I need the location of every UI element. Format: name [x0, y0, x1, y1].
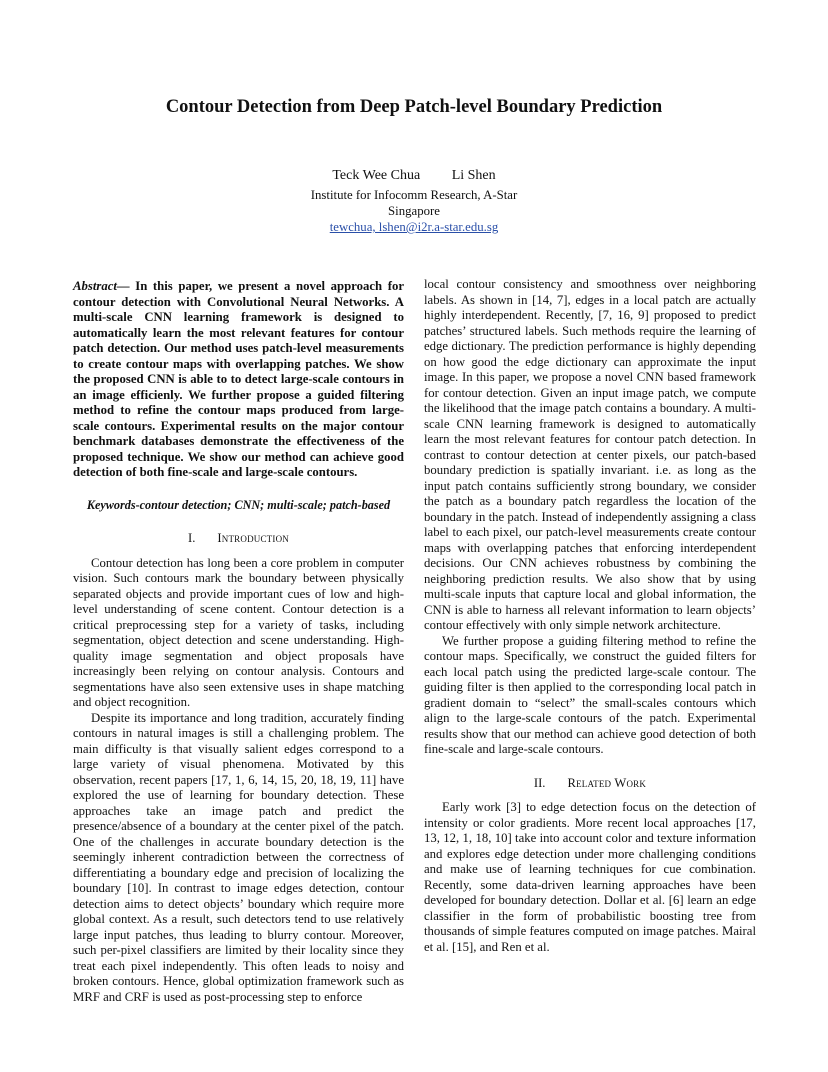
keywords: Keywords-contour detection; CNN; multi-scale; patch-based: [86, 497, 391, 512]
intro-paragraph-1: Contour detection has long been a core problem in computer vision. Such contours mark the boundary between physically separated objects and provide important cues of low and high-level understanding of scene content. Contour detection is a critical preprocessing step for a variety of tasks, including segmentation, object detection and scene understanding. High-quality image segmentation and object proposals have increasingly been relying on contour analysis. Contours and segmentations have also seen extensive uses in shape matching and object recognition.: [73, 555, 404, 709]
intro-paragraph-2: Despite its importance and long tradition, accurately finding contours in natural images is still a challenging problem. The main difficulty is that visually salient edges correspond to a large variety of visual phenomena. Motivated by this observation, recent papers [17, 1, 6, 14, 15, 20, 18, 19, 11] have explored the use of learning for boundary detection. These approaches take an image patch and predict the presence/absence of a boundary at the center pixel of the patch. One of the challenges in accurate boundary detection is the seemingly inherent contradiction between the correctness of differentiating a boundary edge and precision of localizing the boundary [10]. In contrast to image edges detection, contour detection aims to detect objects’ boundary which require more global context. As a result, such detectors tend to use relatively large input patches, thus leading to blurry contour. Moreover, such per-pixel classifiers are limited by their locality since they treat each pixel independently. This often leads to noisy and broken contours. Hence, global optimization framework such as MRF and CRF is used as post-processing step to enforce: [73, 710, 404, 1004]
right-column: [424, 277, 756, 955]
abstract-label: Abstract—: [73, 279, 130, 293]
abstract: [73, 279, 404, 481]
section-heading-related-work: [424, 776, 756, 792]
related-paragraph-1: Early work [3] to edge detection focus on the detection of intensity or color gradients. More recent local approaches [17, 13, 12, 1, 18, 10] take into account color and texture information and explores edge detection under more challenging conditions and make use of learning techniques for cue combination. Recently, some data-driven learning approaches have been developed for boundary detection. Dollar et al. [6] learn an edge classifier in the form of probabilistic boosting tree from thousands of simple features computed on image patches. Mairal et al. [15], and Ren et al.: [424, 800, 756, 954]
section-title: Related Work: [567, 775, 647, 790]
affiliation: Institute for Infocomm Research, A-Star: [310, 188, 518, 202]
section-number: I.: [188, 531, 196, 545]
section-number: II.: [533, 775, 546, 790]
author-list: [0, 168, 828, 184]
intro-paragraph-4: We further propose a guiding filtering method to refine the contour maps. Specifically, we construct the guided filters for each local patch using the predicted large-scale contour. The guiding filter is then applied to the corresponding local patch in gradient domain to “select” the small-scales contours which align to the large-scale contours of the patch. Experimental results show that our method can achieve good detection of both fine-scale and large-scale contours.: [424, 633, 756, 756]
paper-title: Contour Detection from Deep Patch-level Boundary Prediction: [165, 97, 663, 117]
author-name: Teck Wee Chua: [332, 168, 421, 183]
section-heading-introduction: [73, 531, 404, 547]
email-link[interactable]: tewchua, lshen@i2r.a-star.edu.sg: [329, 220, 499, 234]
left-column: [73, 279, 404, 1005]
section-title: Introduction: [217, 531, 289, 545]
abstract-text: In this paper, we present a novel approach for contour detection with Convolutional Neural Networks. A multi-scale CNN learning framework is designed to automatically learn the most relevant features for contour patch detection. Our method uses patch-level measurements to create contour maps with overlapping patches. We show the proposed CNN is able to to detect large-scale contours in an image efficienly. We further propose a guided filtering method to refine the contour maps produced from large-scale contours. Experimental results on the major contour benchmark databases demonstrate the effectiveness of the proposed technique. We show our method can achieve good detection of both fine-scale and large-scale contours.: [73, 279, 404, 479]
email-row: [0, 220, 828, 235]
location: Singapore: [388, 204, 440, 218]
author-name: Li Shen: [451, 168, 496, 183]
intro-paragraph-3: local contour consistency and smoothness over neighboring labels. As shown in [14, 7], edges in a local patch are actually highly interdependent. Recently, [7, 16, 9] proposed to predict patches’ structured labels. Such methods require the learning of edge dictionary. The prediction performance is highly depending on how good the edge dictionary can approximate the input image. In this paper, we propose a novel CNN based framework for contour detection. Given an input image patch, we compute the likelihood that the image patch contains a boundary. A multi-scale CNN learning framework is designed to automatically learn the most relevant features for contour patch detection. In contrast to contour detection at center pixels, our patch-based boundary prediction is spatially invariant. i.e. as long as the input patch contains sufficiently strong boundary, we consider the patch as a boundary patch regardless the location of the boundary in the patch. Instead of independently assigning a class label to each pixel, our patch-level measurements create contour maps with overlapping patches that enforcing interdependent decisions. Our CNN achieves robustness by combining the neighboring prediction results. We also show that by using multi-scale inputs that capture local and global information, the CNN is able to harness all relevant information to learn objects’ contour effectively with only simple network architecture.: [424, 277, 756, 632]
